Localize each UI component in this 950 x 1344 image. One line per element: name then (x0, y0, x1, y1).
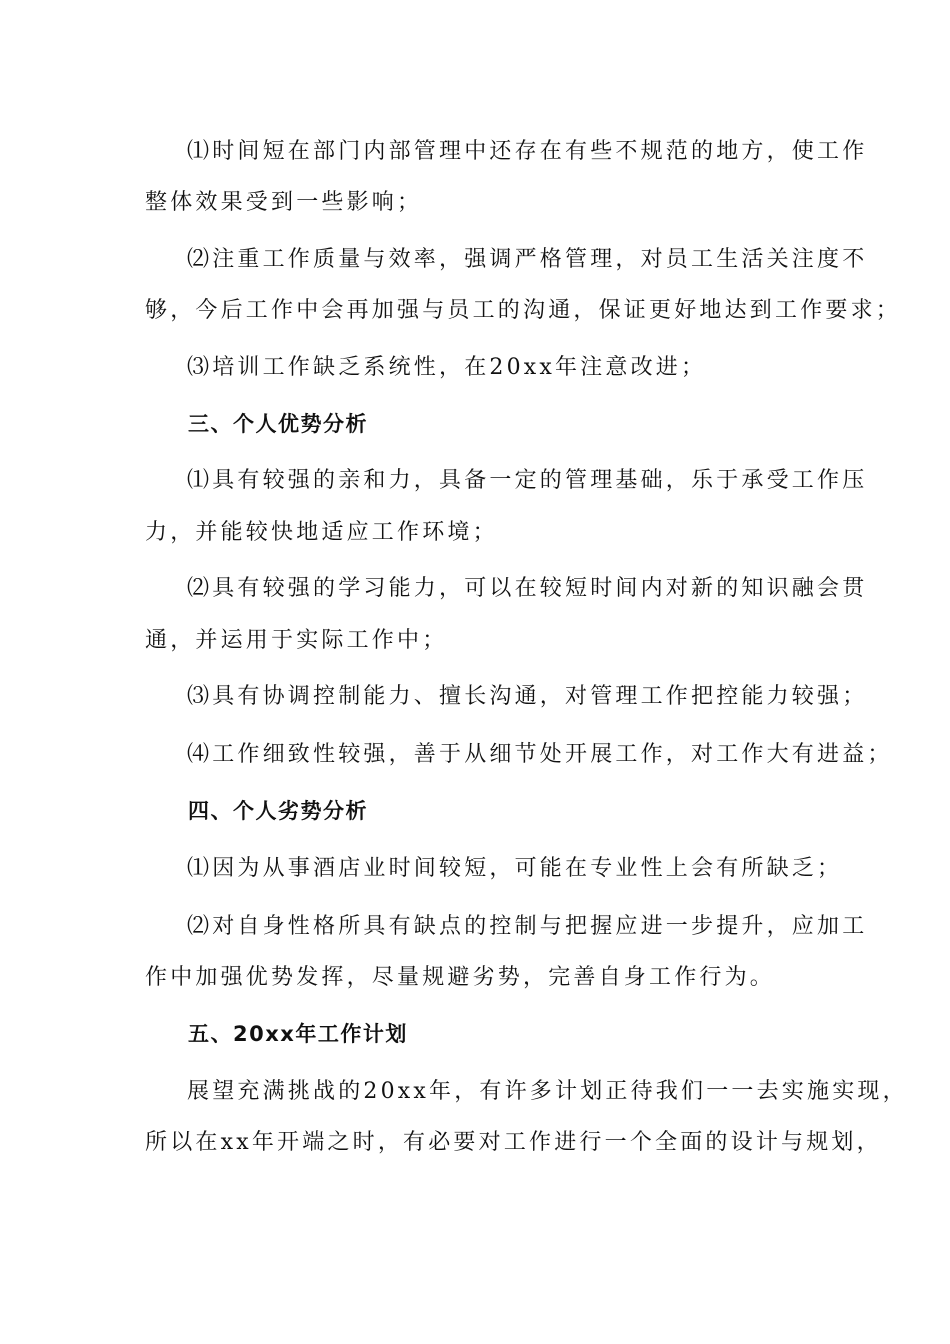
text-line: 通，并运用于实际工作中； (145, 628, 448, 653)
text-line: ⑶具有协调控制能力、擅长沟通，对管理工作把控能力较强； (187, 684, 868, 709)
text-line: ⑴时间短在部门内部管理中还存在有些不规范的地方，使工作 (187, 139, 868, 164)
heading-text: 五、20xx年工作计划 (188, 1022, 408, 1046)
text-line: ⑷工作细致性较强，善于从细节处开展工作，对工作大有进益； (187, 742, 893, 767)
text-line: ⑵具有较强的学习能力，可以在较短时间内对新的知识融会贯 (187, 576, 868, 601)
text-line: ⑶培训工作缺乏系统性，在20xx年注意改进； (187, 355, 707, 380)
text-line: ⑵对自身性格所具有缺点的控制与把握应进一步提升，应加工 (187, 914, 868, 939)
heading-text: 四、个人劣势分析 (188, 799, 368, 823)
heading-text: 三、个人优势分析 (188, 412, 368, 436)
text-line: 力，并能较快地适应工作环境； (145, 520, 498, 545)
text-line: 展望充满挑战的20xx年，有许多计划正待我们一一去实施实现， (187, 1079, 908, 1104)
text-line: 作中加强优势发挥，尽量规避劣势，完善自身工作行为。 (145, 965, 776, 990)
text-line: ⑴具有较强的亲和力，具备一定的管理基础，乐于承受工作压 (187, 468, 868, 493)
text-line: 所以在xx年开端之时，有必要对工作进行一个全面的设计与规划， (145, 1130, 882, 1155)
text-line: 整体效果受到一些影响； (145, 190, 423, 215)
text-line: 够，今后工作中会再加强与员工的沟通，保证更好地达到工作要求； (145, 298, 902, 323)
text-line: ⑵注重工作质量与效率，强调严格管理，对员工生活关注度不 (187, 247, 868, 272)
text-line: ⑴因为从事酒店业时间较短，可能在专业性上会有所缺乏； (187, 856, 843, 881)
